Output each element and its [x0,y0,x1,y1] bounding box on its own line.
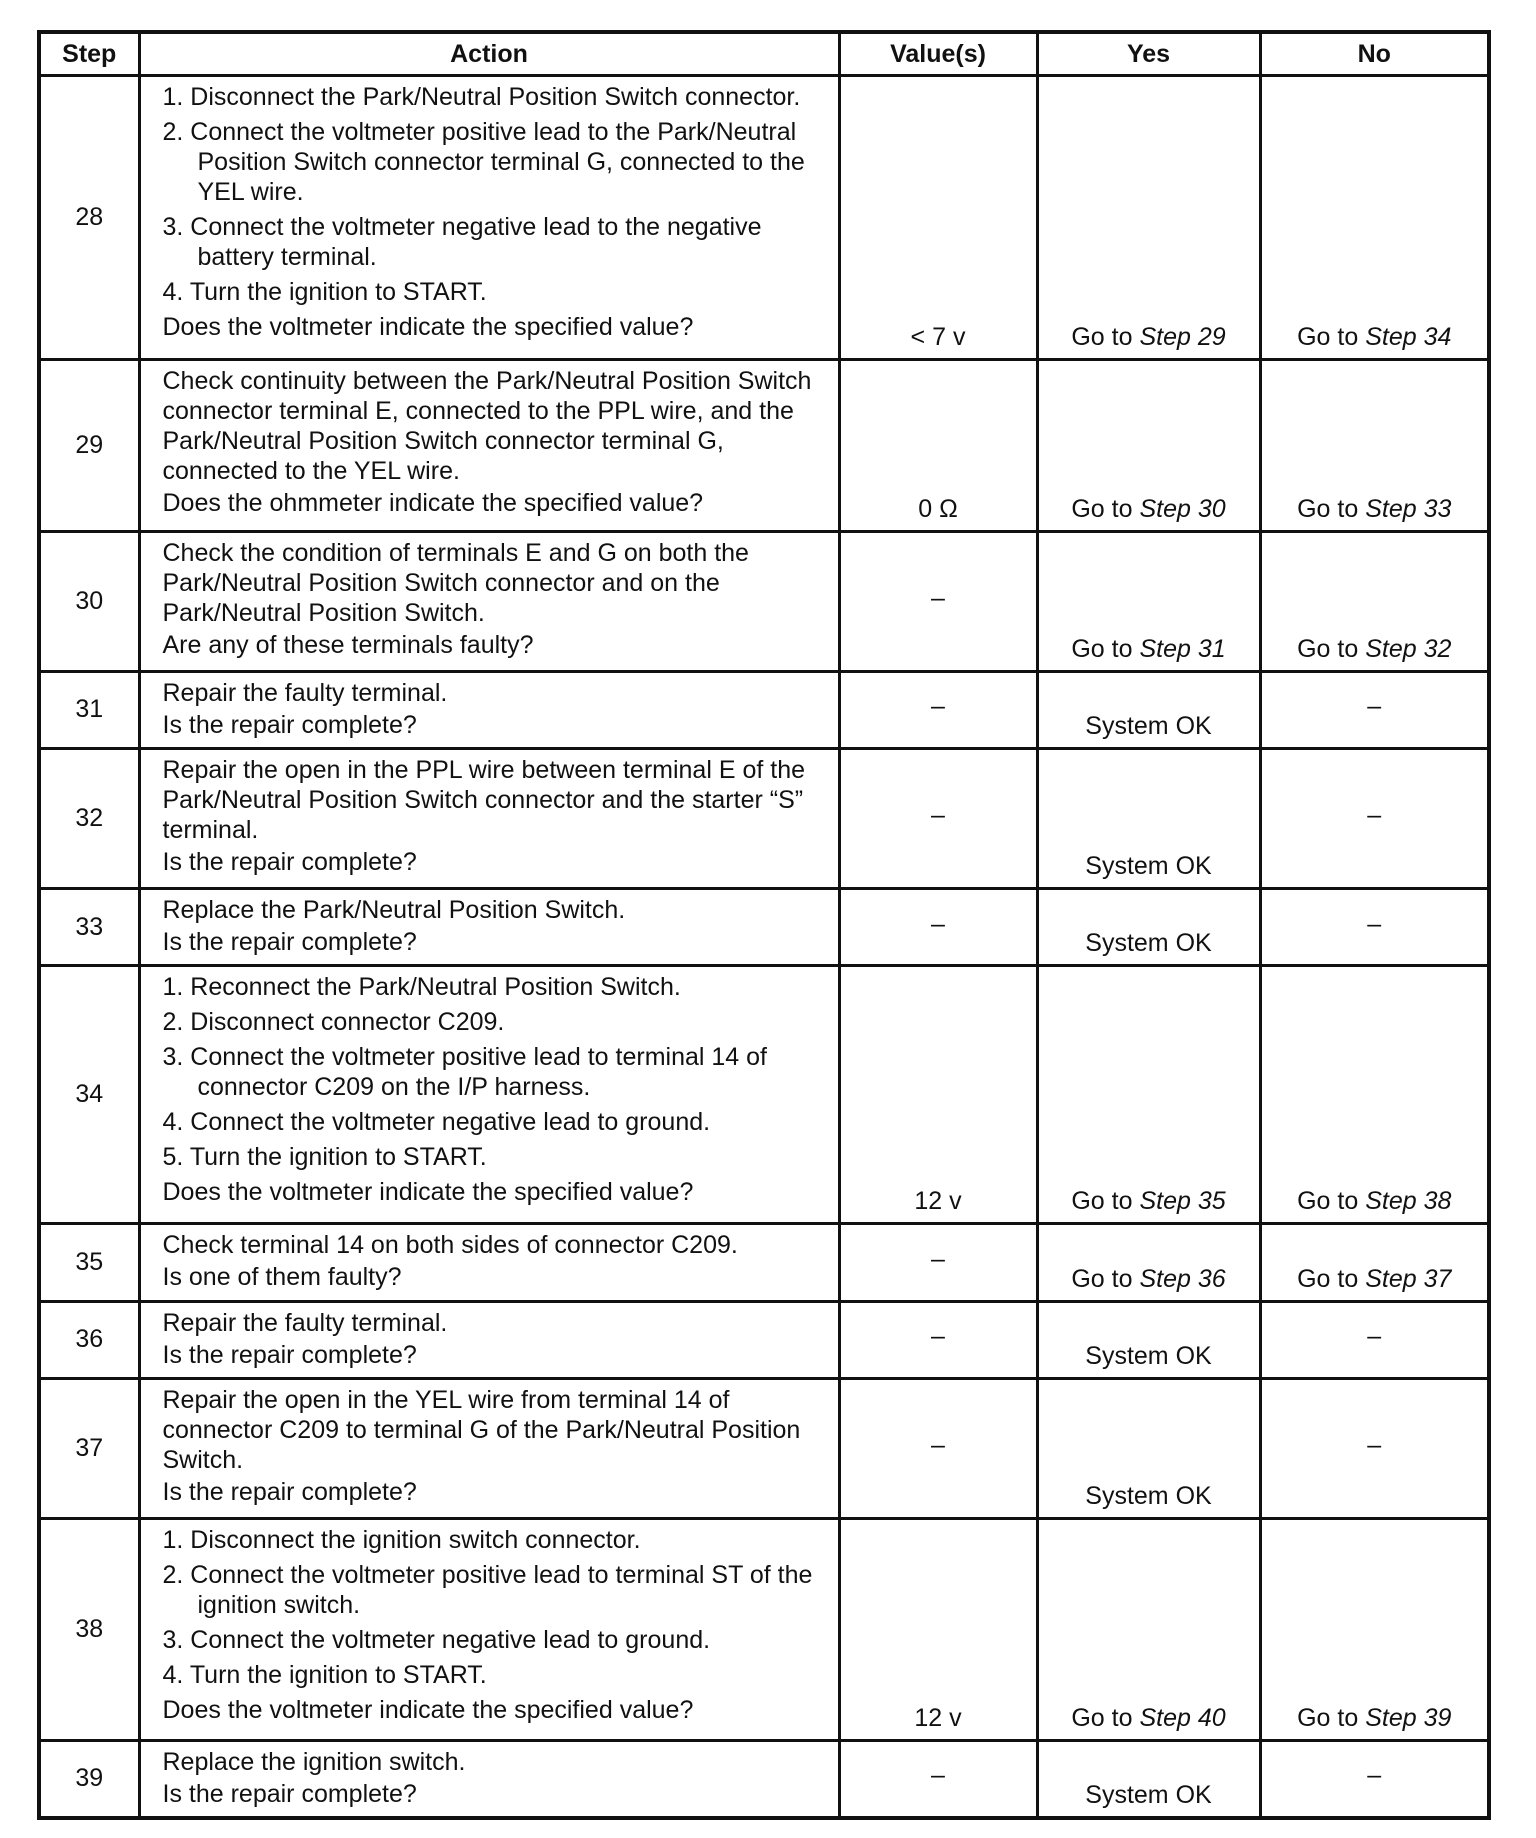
action-instruction: 2. Connect the voltmeter positive lead to the Park/Neutral Position Switch connector terminal G, connected to the YEL wire. [162,118,805,206]
table-row [39,1301,1489,1378]
yes-cell [1037,671,1260,748]
step-number: 39 [39,1740,139,1818]
no-cell [1260,671,1489,748]
yes-cell [1037,1301,1260,1378]
action-cell [139,671,839,748]
action-instruction: 3. Connect the voltmeter negative lead to ground. [162,1626,711,1655]
value-cell: – [839,1301,1037,1378]
action-instruction: Check the condition of terminals E and G on both the Park/Neutral Position Switch connector and on the Park/Neutral Position Switch. [162,538,749,627]
diagnostic-table [37,30,1491,1820]
result-text: System OK [1085,1781,1212,1809]
step-number: 37 [39,1379,139,1519]
value-cell: – [839,1379,1037,1519]
action-question: Are any of these terminals faulty? [162,630,534,659]
action-question: Is the repair complete? [162,927,417,956]
goto-label: Go to [1297,1187,1366,1216]
empty-result-dash: – [1367,909,1382,938]
result-text: System OK [1085,1342,1212,1371]
action-cell [139,360,839,531]
empty-result-dash: – [1367,692,1382,721]
table-row [39,1740,1489,1818]
goto-step-reference: Step 33 [1365,494,1452,523]
action-instruction: 2. Disconnect connector C209. [162,1008,505,1037]
table-body [39,76,1489,1819]
action-instruction: Check continuity between the Park/Neutral Position Switch connector terminal E, connected to the PPL wire, and the Park/Neutral Position Switch connector terminal G, connected to the YEL wire. [162,367,812,486]
goto-label: Go to [1071,1264,1140,1293]
table-row [39,1224,1489,1301]
goto-label: Go to [1297,1703,1366,1732]
action-cell [139,1519,839,1741]
value-cell: – [839,1740,1037,1818]
action-question: Does the voltmeter indicate the specified value? [162,1696,694,1725]
action-instruction: 2. Connect the voltmeter positive lead to terminal ST of the ignition switch. [162,1561,813,1620]
header-yes: Yes [1037,32,1260,76]
action-instruction: 4. Turn the ignition to START. [162,278,487,306]
action-cell [139,966,839,1224]
action-instruction: Repair the open in the PPL wire between terminal E of the Park/Neutral Position Switch connector and the starter “S” terminal. [162,755,806,844]
table-row [39,1519,1489,1741]
table-row [39,531,1489,671]
yes-cell [1037,1519,1260,1741]
goto-step-reference: Step 32 [1365,634,1452,663]
action-instruction: 4. Turn the ignition to START. [162,1661,487,1690]
action-instruction: 1. Disconnect the ignition switch connector. [162,1526,641,1555]
action-instruction: 4. Connect the voltmeter negative lead to ground. [162,1108,711,1137]
action-instruction: 3. Connect the voltmeter positive lead to terminal 14 of connector C209 on the I/P harness. [162,1043,767,1102]
action-cell [139,1740,839,1818]
action-cell [139,888,839,965]
step-number: 38 [39,1519,139,1741]
no-cell [1260,1224,1489,1301]
goto-step-reference: Step 39 [1365,1703,1452,1732]
action-instruction: Repair the open in the YEL wire from terminal 14 of connector C209 to terminal G of the Park/Neutral Position Switch. [162,1386,801,1475]
value-cell: 12 v [839,1519,1037,1741]
step-number: 34 [39,966,139,1224]
yes-cell [1037,1379,1260,1519]
action-cell [139,531,839,671]
action-question: Is one of them faulty? [162,1263,402,1292]
header-action: Action [139,32,839,76]
goto-label: Go to [1297,1264,1366,1293]
action-instruction: Replace the Park/Neutral Position Switch. [162,895,626,924]
yes-cell [1037,531,1260,671]
goto-label: Go to [1071,323,1140,352]
no-cell [1260,1519,1489,1741]
goto-label: Go to [1071,494,1140,523]
no-cell [1260,748,1489,888]
action-cell [139,76,839,360]
result-text: System OK [1085,1482,1212,1511]
goto-label: Go to [1297,494,1366,523]
step-number: 33 [39,888,139,965]
action-question: Is the repair complete? [162,1779,417,1808]
yes-cell [1037,76,1260,360]
step-number: 28 [39,76,139,360]
action-instruction: 5. Turn the ignition to START. [162,1143,487,1172]
action-question: Does the ohmmeter indicate the specified value? [162,489,704,518]
no-cell [1260,1379,1489,1519]
table-row [39,360,1489,531]
value-cell: 0 Ω [839,360,1037,531]
value-cell: 12 v [839,966,1037,1224]
action-instruction: Replace the ignition switch. [162,1747,466,1776]
table-row [39,76,1489,360]
goto-step-reference: Step 40 [1139,1703,1226,1732]
action-question: Does the voltmeter indicate the specified value? [162,1178,694,1207]
goto-label: Go to [1071,1187,1140,1216]
yes-cell [1037,966,1260,1224]
no-cell [1260,1740,1489,1818]
action-cell [139,1379,839,1519]
header-no: No [1260,32,1489,76]
no-cell [1260,966,1489,1224]
table-row [39,966,1489,1224]
result-text: System OK [1085,929,1212,958]
step-number: 35 [39,1224,139,1301]
action-instruction: 3. Connect the voltmeter negative lead to the negative battery terminal. [162,213,762,271]
empty-result-dash: – [1367,1761,1382,1790]
yes-cell [1037,748,1260,888]
action-instruction: 1. Reconnect the Park/Neutral Position Switch. [162,973,681,1002]
goto-label: Go to [1297,323,1366,352]
step-number: 32 [39,748,139,888]
goto-step-reference: Step 36 [1139,1264,1226,1293]
goto-step-reference: Step 34 [1365,323,1452,352]
no-cell [1260,531,1489,671]
action-question: Is the repair complete? [162,710,417,739]
action-question: Does the voltmeter indicate the specified value? [162,313,694,341]
goto-step-reference: Step 35 [1139,1187,1226,1216]
goto-step-reference: Step 29 [1139,323,1226,352]
action-question: Is the repair complete? [162,847,417,876]
goto-label: Go to [1071,634,1140,663]
action-instruction: Check terminal 14 on both sides of connector C209. [162,1231,738,1260]
action-cell [139,1224,839,1301]
value-cell: – [839,888,1037,965]
header-step: Step [39,32,139,76]
value-cell: – [839,671,1037,748]
yes-cell [1037,888,1260,965]
table-row [39,888,1489,965]
goto-label: Go to [1071,1703,1140,1732]
goto-label: Go to [1297,634,1366,663]
yes-cell [1037,360,1260,531]
action-question: Is the repair complete? [162,1340,417,1369]
no-cell [1260,76,1489,360]
table-row [39,671,1489,748]
value-cell: – [839,748,1037,888]
yes-cell [1037,1740,1260,1818]
table-row [39,1379,1489,1519]
table-header-row [39,32,1489,76]
empty-result-dash: – [1367,1322,1382,1351]
result-text: System OK [1085,711,1212,740]
empty-result-dash: – [1367,800,1382,829]
goto-step-reference: Step 38 [1365,1187,1452,1216]
value-cell: < 7 v [839,76,1037,360]
goto-step-reference: Step 31 [1139,634,1226,663]
action-cell [139,748,839,888]
action-cell [139,1301,839,1378]
no-cell [1260,360,1489,531]
yes-cell [1037,1224,1260,1301]
table-row [39,748,1489,888]
no-cell [1260,888,1489,965]
empty-result-dash: – [1367,1431,1382,1460]
value-cell: – [839,1224,1037,1301]
value-cell: – [839,531,1037,671]
step-number: 31 [39,671,139,748]
step-number: 29 [39,360,139,531]
header-values: Value(s) [839,32,1037,76]
action-instruction: Repair the faulty terminal. [162,1308,448,1337]
goto-step-reference: Step 37 [1365,1264,1452,1293]
action-question: Is the repair complete? [162,1478,417,1507]
action-instruction: 1. Disconnect the Park/Neutral Position Switch connector. [162,83,801,111]
goto-step-reference: Step 30 [1139,494,1226,523]
no-cell [1260,1301,1489,1378]
step-number: 30 [39,531,139,671]
result-text: System OK [1085,851,1212,880]
step-number: 36 [39,1301,139,1378]
action-instruction: Repair the faulty terminal. [162,678,448,707]
